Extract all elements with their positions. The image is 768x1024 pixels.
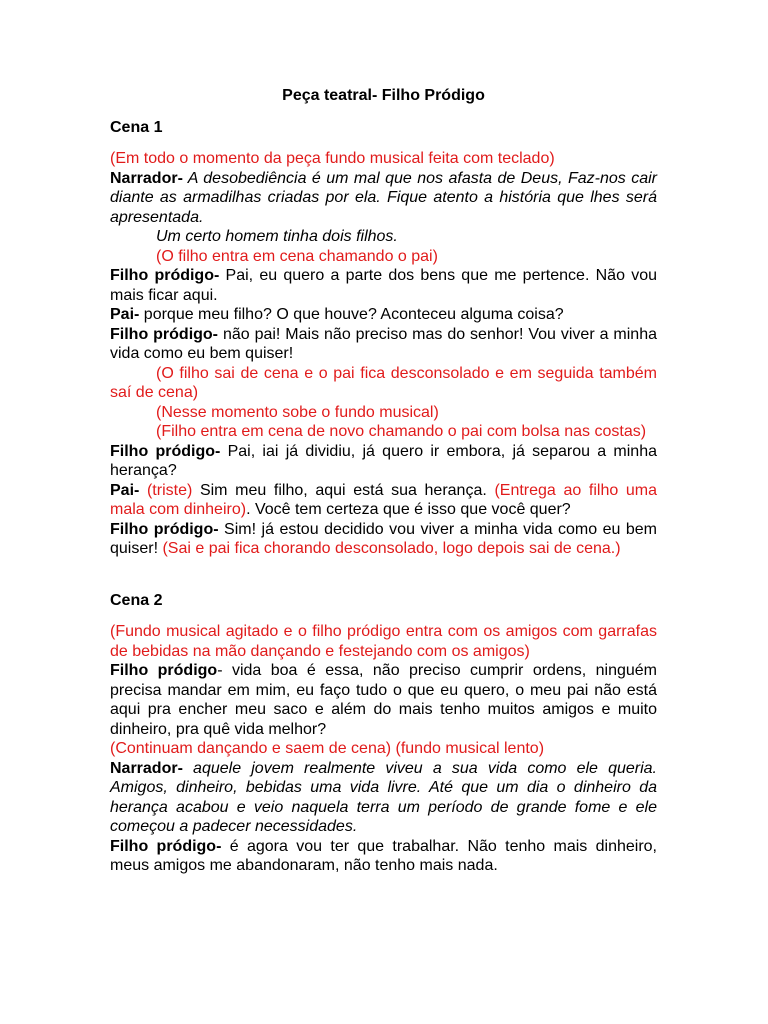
dialogue-line [110, 266, 657, 305]
dialogue-text: Pai, iai já dividiu, já quero ir embora, já separou a minha herança? [110, 442, 657, 479]
stage-direction: (O filho sai de cena e o pai fica desconsolado e em seguida também saí de cena) [110, 364, 657, 401]
dialogue-line [110, 661, 657, 739]
speaker-label: Filho pródigo [110, 662, 218, 679]
dialogue-line [110, 227, 657, 247]
speaker-label: Narrador- [110, 169, 183, 187]
speaker-label: Pai- [110, 481, 140, 499]
narration-text: A desobediência é um mal que nos afasta de Deus, Faz-nos cair diante as armadilhas criadas por ela. Fique atento a história que lhes será apresentada. [110, 169, 657, 226]
speaker-label: Filho pródigo- [110, 267, 220, 284]
dialogue-line [110, 305, 657, 325]
dialogue-line [110, 169, 657, 228]
dialogue-line [110, 481, 657, 520]
dialogue-text: porque meu filho? O que houve? Aconteceu alguma coisa? [139, 306, 564, 323]
narration-text: Um certo homem tinha dois filhos. [156, 228, 398, 245]
dialogue-line [110, 442, 657, 481]
stage-direction: (Fundo musical agitado e o filho pródigo entra com os amigos com garrafas de bebidas na mão dançando e festejando com os amigos) [110, 623, 657, 660]
dialogue-text: não pai! Mais não preciso mas do senhor! Vou viver a minha vida como eu bem quiser! [110, 325, 657, 362]
dialogue-text: . Você tem certeza que é isso que você quer? [246, 501, 571, 518]
narration-text: aquele jovem realmente viveu a sua vida como ele queria. Amigos, dinheiro, bebidas uma vida livre. Até que um dia o dinheiro da herança acabou e veio naquela terra um período de grande fome e ele começou a padecer necessidades. [110, 759, 657, 835]
stage-direction-inline: (triste) [139, 481, 193, 499]
dialogue-line [110, 520, 657, 559]
dialogue-text: Sim meu filho, aqui está sua herança. [192, 481, 487, 499]
stage-direction: (Continuam dançando e saem de cena) (fundo musical lento) [110, 740, 545, 757]
stage-direction: (Em todo o momento da peça fundo musical feita com teclado) [110, 150, 555, 167]
page-title: Peça teatral- Filho Pródigo [282, 87, 485, 104]
dialogue-line [110, 837, 657, 876]
scene-2-heading: Cena 2 [110, 591, 163, 609]
scene-1-heading: Cena 1 [110, 118, 163, 136]
dialogue-text: Pai, eu quero a parte dos bens que me pertence. Não vou mais ficar aqui. [110, 267, 657, 304]
dialogue-text: Sim! já estou decidido vou viver a minha vida como eu bem quiser! [110, 520, 657, 557]
stage-direction: (Nesse momento sobe o fundo musical) [156, 403, 439, 421]
stage-direction-inline: (Sai e pai fica chorando desconsolado, logo depois sai de cena.) [158, 540, 621, 557]
speaker-label: Pai- [110, 306, 140, 323]
dialogue-text: é agora vou ter que trabalhar. Não tenho mais dinheiro, meus amigos me abandonaram, não tenho mais nada. [110, 837, 657, 874]
dialogue-line [110, 325, 657, 364]
speaker-label: Filho pródigo- [110, 442, 221, 460]
dialogue-text: - vida boa é essa, não preciso cumprir ordens, ninguém precisa mandar em mim, eu faço tudo o que eu quero, o meu pai não está aqui pra encher meu saco e além do mais tenho muitos amigos e muito dinheiro, pra quê vida melhor? [110, 662, 657, 738]
speaker-label: Filho pródigo- [110, 325, 219, 343]
stage-direction: (O filho entra em cena chamando o pai) [156, 247, 438, 265]
stage-direction-inline: (Entrega ao filho uma mala com dinheiro) [110, 481, 657, 518]
speaker-label: Narrador- [110, 759, 183, 777]
dialogue-line [110, 759, 657, 837]
speaker-label: Filho pródigo- [110, 837, 222, 855]
stage-direction: (Filho entra em cena de novo chamando o pai com bolsa nas costas) [156, 423, 647, 440]
speaker-label: Filho pródigo- [110, 520, 219, 538]
document-body [110, 86, 657, 876]
